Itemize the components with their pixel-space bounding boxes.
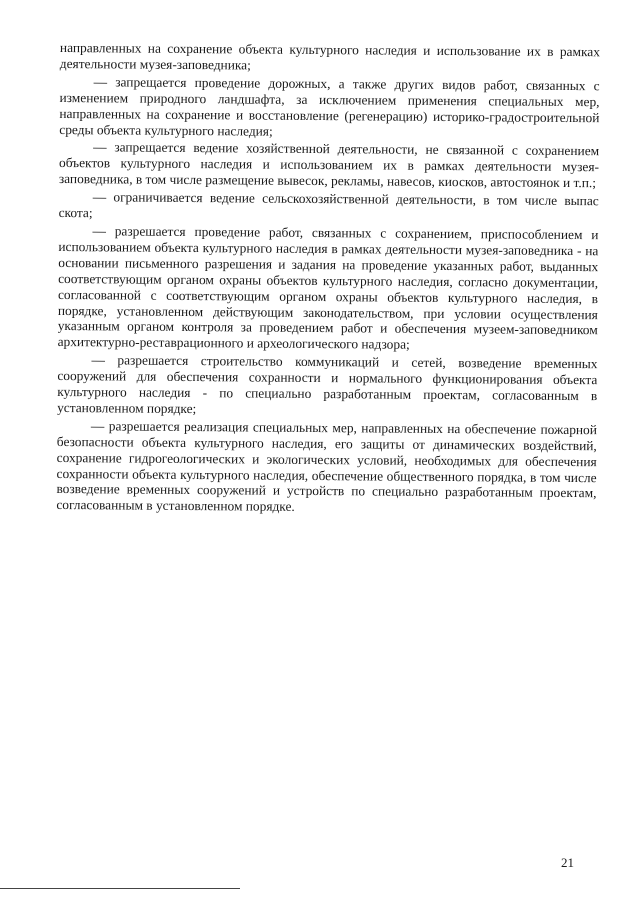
paragraph-special-measures-permitted: — разрешается реализация специальных мер, направленных на обеспечение пожарной безопасности объекта культурного наследия, его защиты от динамических воздействий, сохранение гидрогеологических и экологических условий, необходимых для обеспечения сохранности объекта культурного наследия, обеспечение общественного порядка, в том числе возведение временных сооружений и устройств по специально разработанным проектам, согласованным в установленном порядке. — [56, 418, 598, 515]
paragraph-works-permitted: — разрешается проведение работ, связанных с сохранением, приспособлением и использованием объекта культурного наследия в рамках деятельности музея-заповедника - на основании письменного разрешения и задания на проведение указанных работ, выданных соответствующим органом охраны объектов культурного наследия, согласно документации, согласованной с соответствующим органом охраны объектов культурного наследия, в порядке, установленном действующим законодательством, при условии осуществления указанным органом контроля за проведением работ и обеспечения музеем-заповедником архитектурно-реставрационного и археологического надзора; — [57, 223, 599, 353]
paragraph-economic-activity-prohibited: — запрещается ведение хозяйственной деятельности, не связанной с сохранением объектов культурного наследия и использованием их в рамках деятельности музея-заповедника, в том числе размещение вывесок, рекламы, навесов, киосков, автостоянок и т.п.; — [58, 139, 600, 191]
paragraph-road-works-prohibited: — запрещается проведение дорожных, а также других видов работ, связанных с изменением природного ландшафта, за исключением применения специальных мер, направленных на сохранение и восстановление (регенерацию) историко-градостроительной среды объекта культурного наследия; — [59, 74, 600, 139]
paragraph-continuation: направленных на сохранение объекта культурного наследия и использование их в рамках деятельности музея-заповедника; — [59, 40, 600, 73]
paragraph-construction-permitted: — разрешается строительство коммуникаций и сетей, возведение временных сооружений для обеспечения сохранности и нормального функционирования объекта культурного наследия - по специально разработанным проектам, согласованным в установленном порядке; — [57, 352, 598, 417]
footer-rule — [0, 888, 240, 889]
document-body — [56, 40, 600, 520]
page-number: 21 — [561, 855, 574, 870]
paragraph-agriculture-limited: — ограничивается ведение сельскохозяйственной деятельности, в том числе выпас скота; — [58, 189, 599, 221]
